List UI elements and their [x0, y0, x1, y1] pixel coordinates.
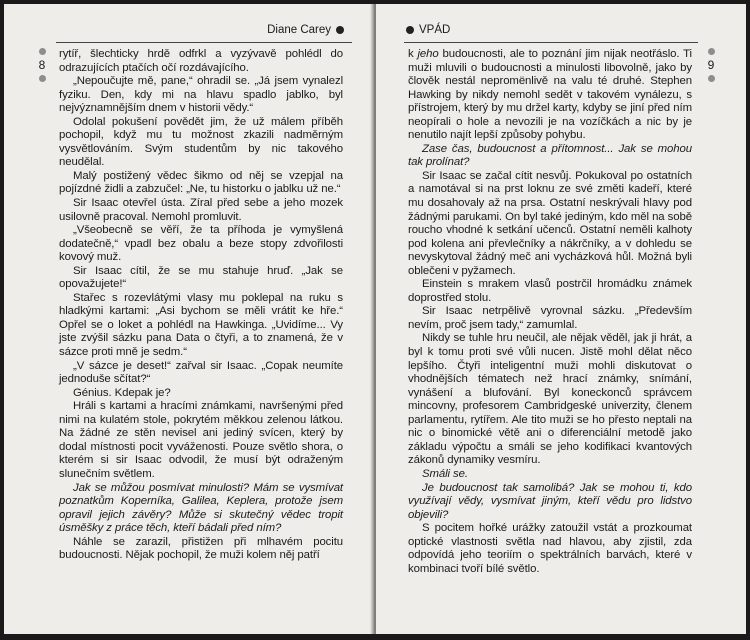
book-title: VPÁD [419, 24, 451, 36]
paragraph: Einstein s mrakem vlasů postrčil hromádku známek doprostřed stolu. [408, 278, 692, 304]
left-margin-marker [35, 48, 49, 82]
paragraph: „V sázce je deset!“ zařval sir Isaac. „Copak neumíte jednoduše sčítat?“ [59, 359, 343, 386]
left-running-head [267, 22, 344, 38]
left-page [4, 4, 374, 634]
paragraph: Náhle se zarazil, přistižen při mlhavém pocitu budoucnosti. Nějak pochopil, že muži kolem něj patří [59, 535, 343, 562]
bullet-icon [406, 26, 414, 34]
paragraph: rytíř, šlechticky hrdě odfrkl a vyzývavě pohlédl do odrazujících ptačích očí rozdávajícího. [59, 48, 343, 74]
author-name: Diane Carey [267, 24, 331, 36]
bullet-icon [708, 75, 715, 82]
right-body-text [408, 48, 692, 576]
open-book [4, 4, 746, 634]
paragraph: Génius. Kdepak je? [73, 386, 171, 399]
right-margin-marker [704, 48, 718, 82]
italic-word: jeho [417, 48, 439, 60]
paragraph: „Všeobecně se věří, že ta příhoda je vymyšlená dodatečně,“ vpadl bez obalu a beze stopy zdvořilosti kovový muž. [59, 224, 343, 264]
paragraph: Odolal pokušení povědět jim, že už málem příběh pochopil, když mu tu možnost zkazili nadměrným vysvětlováním. Svým studentům by nic takového neudělal. [59, 115, 343, 169]
italic-paragraph: Zase čas, budoucnost a přítomnost... Jak se mohou tak prolínat? [408, 142, 692, 169]
bullet-icon [708, 48, 715, 55]
right-page-number: 9 [707, 58, 715, 72]
right-page [376, 4, 746, 634]
paragraph: Sir Isaac otevřel ústa. Zíral před sebe a jeho mozek usilovně pracoval. Nemohl promluvit. [59, 197, 343, 223]
left-page-number: 8 [38, 58, 46, 72]
right-header-rule [404, 42, 698, 43]
italic-paragraph: Jak se můžou posmívat minulosti? Mám se vysmívat poznatkům Koperníka, Galilea, Keplera, protože jsem opravil jejich závěry? Může si skutečný vědec tropit úsměšky z práce těch, kteří bádali před ním? [59, 481, 343, 535]
left-header-rule [56, 42, 352, 43]
italic-paragraph: Je budoucnost tak samolibá? Jak se mohou ti, kdo využívají vědy, vysmívat jiným, kteří vědu pro lidstvo objevili? [408, 481, 692, 521]
left-body-text [59, 48, 343, 563]
bullet-icon [39, 48, 46, 55]
paragraph: S pocitem hořké urážky zatoužil vstát a prozkoumat optické vlastnosti světla nad hlavou, aby zjistil, zda odpovídá jeho teoriím o spektrálních barvách, které v kombinaci tvoří bílé světlo. [408, 522, 692, 575]
paragraph: Sir Isaac se začal cítit nesvůj. Pokukoval po ostatních a namotával si na prst loknu ze své změti kadeří, které mu dosahovaly až na prsa. Ostatní neskrývali hlavy pod žádnými parukami. On byl také jediným, kdo měl na sobě roucho vhodné k setkání učenců. Ostatní neměli kalhoty pod kolena ani převlečníky a nákrčníky, a v dohledu se nevyskytoval žádný meč ani vycházková hůl. Možná byli oblečeni v pyžamech. [408, 169, 692, 277]
bullet-icon [39, 75, 46, 82]
right-running-head [406, 22, 450, 38]
bullet-icon [336, 26, 344, 34]
paragraph: Malý postižený vědec šikmo od něj se vzepjal na pojízdné židli a zabzučel: „Ne, tu historku o jablku už ne.“ [59, 169, 343, 196]
paragraph: Sir Isaac cítil, že se mu stahuje hruď. „Jak se opovažujete!“ [59, 264, 343, 291]
paragraph: Nikdy se tuhle hru neučil, ale nějak věděl, jak ji hrát, a byl k tomu proti své vůli nucen. Jistě mohl dělat něco lepšího. Čtyři inteligentní muži mohli diskutovat o vhodnějších tématech než hrací známky, snímání, vynášení a blufování. Byl koneckonců správcem mincovny, profesorem Cambridgeské univerzity, členem parlamentu, rytířem. Ale tito muži se ho přesto neptali na nic o binomické větě ani o diferenciální metodě jako základu výpočtu a smáli se jeho kodifikaci kvantových zákonů dynamiky vesmíru. [408, 332, 692, 467]
paragraph-continued: k jeho budoucnosti, ale to poznání jim nijak neotřáslo. Ti muži mluvili o budoucnosti a minulosti libovolně, jako by člověk nestál nepromënlivě na valu té druhé. Stephen Hawking by nikdy nemohl sedět v takovém vynálezu, s přístrojem, který by mu držel karty, kdyby se jiní před ním neopírali o hole a nevozili je na vozíčkách a nic by je nenutilo najít lepší způsoby pohybu. [408, 48, 692, 142]
paragraph: „Nepoučujte mě, pane,“ ohradil se. „Já jsem vynalezl fyziku. Den, kdy mi na hlavu spadlo jablko, byl nejvýznamnějším dnem v historii vědy.“ [59, 75, 343, 115]
paragraph: Hráli s kartami a hracími známkami, navršenými před nimi na kulatém stole, pokrytém měkkou zelenou látkou. Na žádné ze stěn nevisel ani jediný svícen, který by dodal místnosti pocit vyváženosti. Pouze světlo shora, o kterém si sir Isaac odvodil, že musí být odraženým slunečním světlem. [59, 400, 343, 480]
paragraph: Sir Isaac netrpělivě vyrovnal sázku. „Především nevím, proč jsem tady,“ zamumlal. [408, 305, 692, 331]
paragraph: Stařec s rozevlátými vlasy mu poklepal na ruku s hladkými kartami: „Asi bychom se měli vrátit ke hře.“ Opřel se o loket a pohlédl na Hawkinga. „Uvidíme... Vy jste zvýšil sázku pana Data o čtyři, a to znamená, že v sázce proti mně je sedm.“ [59, 291, 343, 359]
italic-paragraph: Smáli se. [422, 467, 468, 480]
